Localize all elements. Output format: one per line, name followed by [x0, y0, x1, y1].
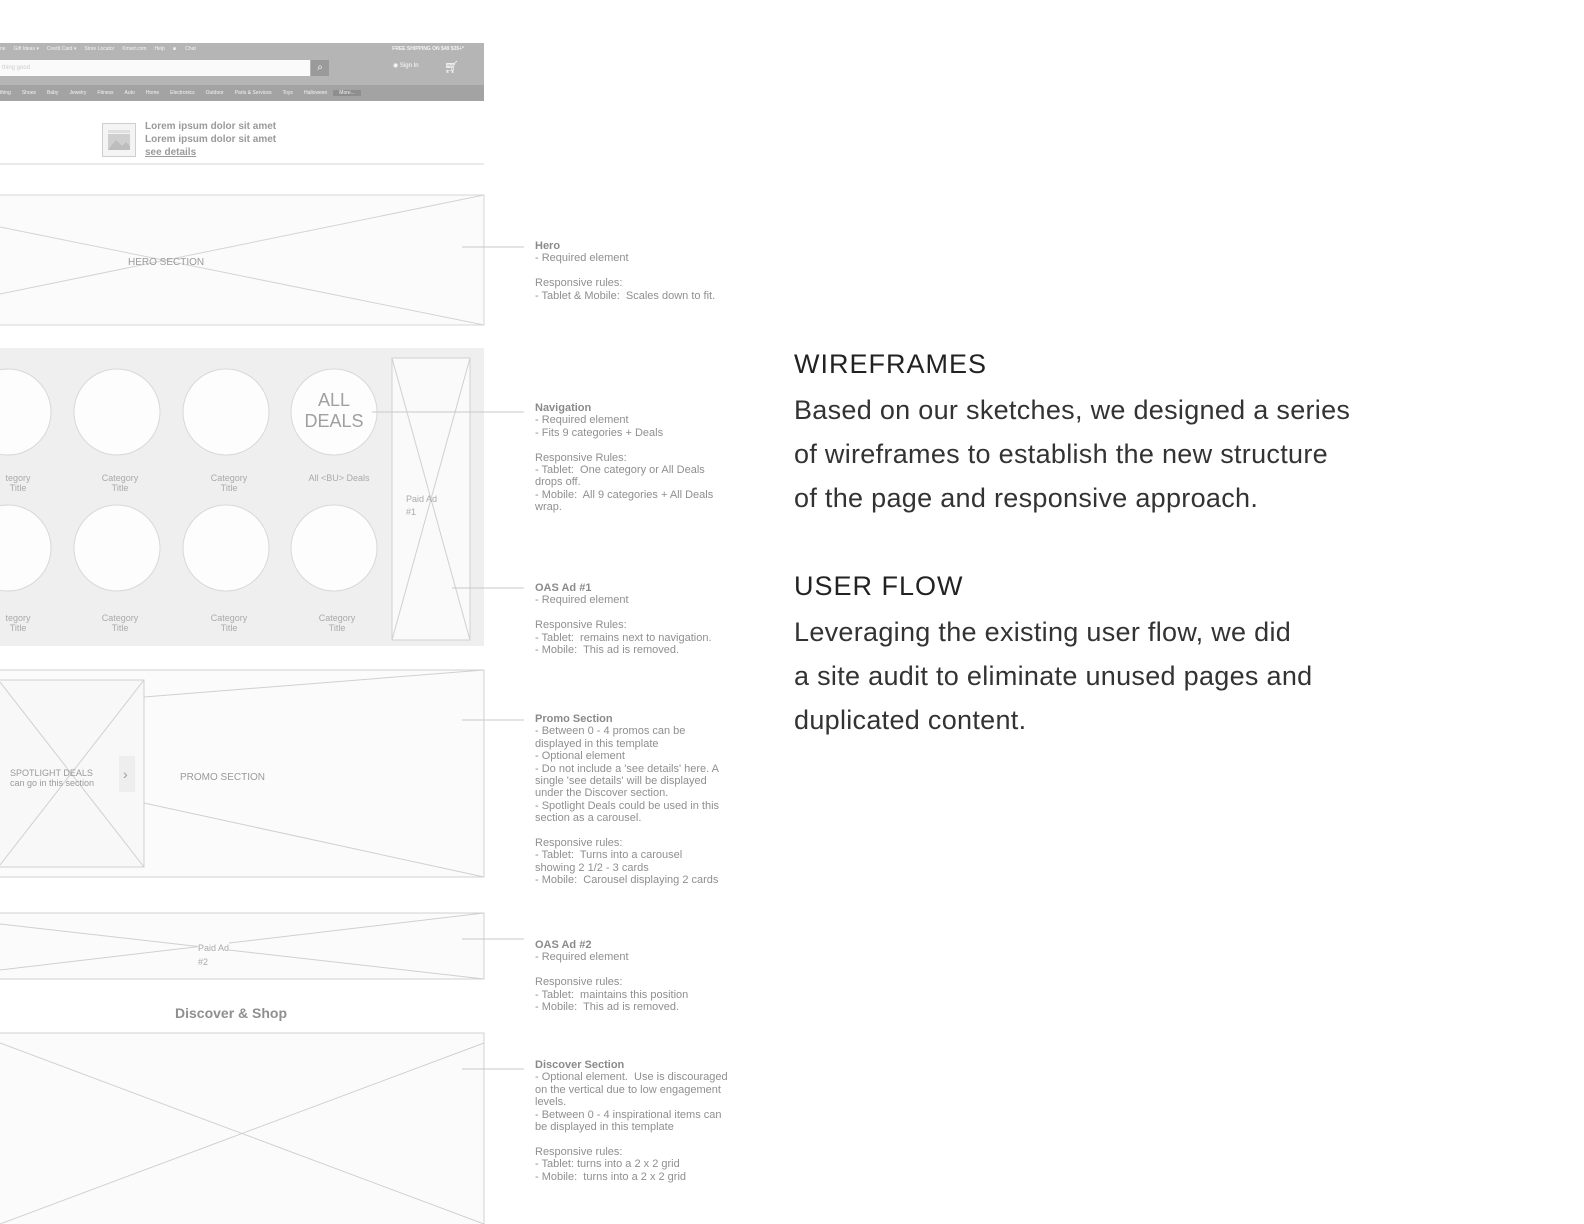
annotation-hero: [535, 240, 715, 302]
nav-item: Fitness: [97, 90, 114, 96]
annotation-body: - Between 0 - 4 promos can be displayed in this template - Optional element - Do not include a 'see details' here. A single 'see details' will be displayed under the Discover section. - Spotlight Deals could be used in this section as a carousel. Responsive rules: - Tablet: Turns into a carousel showing 2 1/2 - 3 cards - Mobile: Carousel displaying 2 cards: [535, 725, 720, 887]
annotation-title: Promo Section: [535, 713, 613, 725]
category-title-line: Title: [111, 623, 129, 633]
all-deals-line: DEALS: [304, 411, 364, 431]
nav-item-more: More...: [333, 90, 361, 96]
paid-ad-line: Paid Ad: [198, 943, 230, 953]
spotlight-line: can go in this section: [10, 778, 95, 788]
category-title-line: Title: [220, 623, 238, 633]
annotation-navigation: [535, 402, 713, 514]
annotation-discover: [535, 1059, 728, 1183]
annotation-body: - Required element Responsive rules: - Tablet & Mobile: Scales down to fit.: [535, 252, 716, 302]
hero-section-label: HERO SECTION: [128, 257, 205, 268]
category-title-line: Category: [101, 613, 139, 623]
search-icon: ⌕: [311, 60, 329, 76]
category-title: [189, 473, 269, 493]
annotation-title: Hero: [535, 240, 561, 252]
category-title: [189, 613, 269, 633]
nav-item: Jewelry: [69, 90, 87, 96]
user-flow-body: Leveraging the existing user flow, we did a site audit to eliminate unused pages and duplicated content.: [794, 617, 1313, 735]
category-title-line: Category: [101, 473, 139, 483]
category-title-line: Title: [220, 483, 238, 493]
wireframes-heading: WIREFRAMES: [794, 349, 988, 379]
site-header-mock: [0, 43, 484, 101]
all-deals-text: [292, 390, 376, 432]
top-link: ne: [0, 46, 6, 52]
wireframes-body: Based on our sketches, we designed a series of wireframes to establish the new structure of the page and responsive approach.: [794, 395, 1351, 513]
nav-item: Outdoor: [205, 90, 224, 96]
nav-item: Home: [145, 90, 160, 96]
category-title-line: Title: [111, 483, 129, 493]
category-title: [297, 613, 377, 633]
annotation-oas-ad-2: [535, 939, 688, 1013]
header-category-nav: [0, 85, 484, 101]
spotlight-deals-label: [10, 768, 94, 788]
all-deals-caption: All <BU> Deals: [308, 473, 370, 483]
top-link: Store Locator: [84, 46, 115, 52]
discover-shop-title: Discover & Shop: [175, 1005, 288, 1021]
search-input: thing good: [0, 60, 310, 76]
category-title: [80, 473, 160, 493]
annotation-body: - Required element Responsive rules: - Tablet: maintains this position - Mobile: This ad is removed.: [535, 951, 689, 1014]
category-title: [80, 613, 160, 633]
shipping-note: FREE SHIPPING ON $49 $35+*: [392, 46, 464, 52]
category-title-line: Title: [9, 483, 27, 493]
category-title-line: Category: [318, 613, 356, 623]
user-flow-heading: USER FLOW: [794, 571, 964, 601]
annotation-body: - Required element Responsive Rules: - Tablet: remains next to navigation. - Mobile: This ad is removed.: [535, 594, 712, 657]
top-link: Chat: [185, 46, 196, 52]
annotation-title: OAS Ad #1: [535, 582, 592, 594]
nav-item: Parts & Services: [234, 90, 272, 96]
top-link: Gift Ideas ▾: [13, 46, 39, 52]
category-circle: [291, 505, 377, 591]
paid-ad-1-label: [406, 493, 437, 519]
image-placeholder-icon: [102, 123, 136, 157]
paid-ad-line: #1: [406, 507, 417, 517]
hero-box: [0, 195, 484, 325]
nav-item: thing: [0, 90, 11, 96]
category-circle: [74, 369, 160, 455]
nav-item: Electronics: [170, 90, 195, 96]
category-title-line: Category: [210, 613, 248, 623]
spotlight-line: SPOTLIGHT DEALS: [10, 768, 93, 778]
category-title-line: Title: [328, 623, 346, 633]
paid-ad-2-label: [198, 941, 229, 969]
all-deals-line: ALL: [317, 390, 351, 410]
category-circle: [183, 369, 269, 455]
annotation-title: Navigation: [535, 402, 592, 414]
cart-icon: 🛒︎: [444, 60, 460, 74]
annotation-body: - Optional element. Use is discouraged on the vertical due to low engagement levels. - Between 0 - 4 inspirational items can be displayed in this template Responsive rules: - Tablet: turns into a 2 x 2 grid - Mobile: turns into a 2 x 2 grid: [535, 1071, 728, 1183]
user-icon: ◉: [393, 63, 400, 69]
annotation-body: - Required element - Fits 9 categories + Deals Responsive Rules: - Tablet: One category or All Deals drops off. - Mobile: All 9 categories + All Deals wrap.: [535, 414, 714, 514]
nav-item: Toys: [282, 90, 293, 96]
category-title-line: Category: [210, 473, 248, 483]
paid-ad-line: #2: [198, 957, 209, 967]
annotation-oas-ad-1: [535, 582, 712, 656]
top-link: Credit Card ▾: [46, 46, 77, 52]
sign-in-label: Sign In: [399, 63, 419, 69]
annotation-promo: [535, 713, 719, 887]
annotation-title: Discover Section: [535, 1059, 625, 1071]
category-circle: [183, 505, 269, 591]
category-title-line: tegory: [5, 613, 31, 623]
chat-icon: ■: [172, 46, 178, 52]
annotation-title: OAS Ad #2: [535, 939, 592, 951]
category-title: [0, 473, 58, 493]
nav-item: Shoes: [21, 90, 37, 96]
sign-in: [393, 62, 419, 69]
top-link: Help: [154, 46, 165, 52]
paid-ad-2-box: [0, 913, 484, 979]
category-title-line: tegory: [5, 473, 31, 483]
strip-line-2: Lorem ipsum dolor sit amet: [145, 134, 277, 145]
nav-item: Halloween: [303, 90, 328, 96]
nav-item: Auto: [124, 90, 135, 96]
strip-line-1: Lorem ipsum dolor sit amet: [145, 121, 277, 132]
category-title: [0, 613, 58, 633]
category-circle: [74, 505, 160, 591]
discover-box: [0, 1033, 484, 1224]
paid-ad-line: Paid Ad: [406, 494, 438, 504]
header-top-links: [0, 46, 204, 52]
promo-section-label: PROMO SECTION: [180, 772, 266, 783]
see-details-link: see details: [145, 147, 197, 158]
category-title-line: Title: [9, 623, 27, 633]
top-link: Kmart.com: [122, 46, 147, 52]
nav-item: Baby: [47, 90, 59, 96]
chevron-right-icon: ›: [123, 766, 128, 782]
